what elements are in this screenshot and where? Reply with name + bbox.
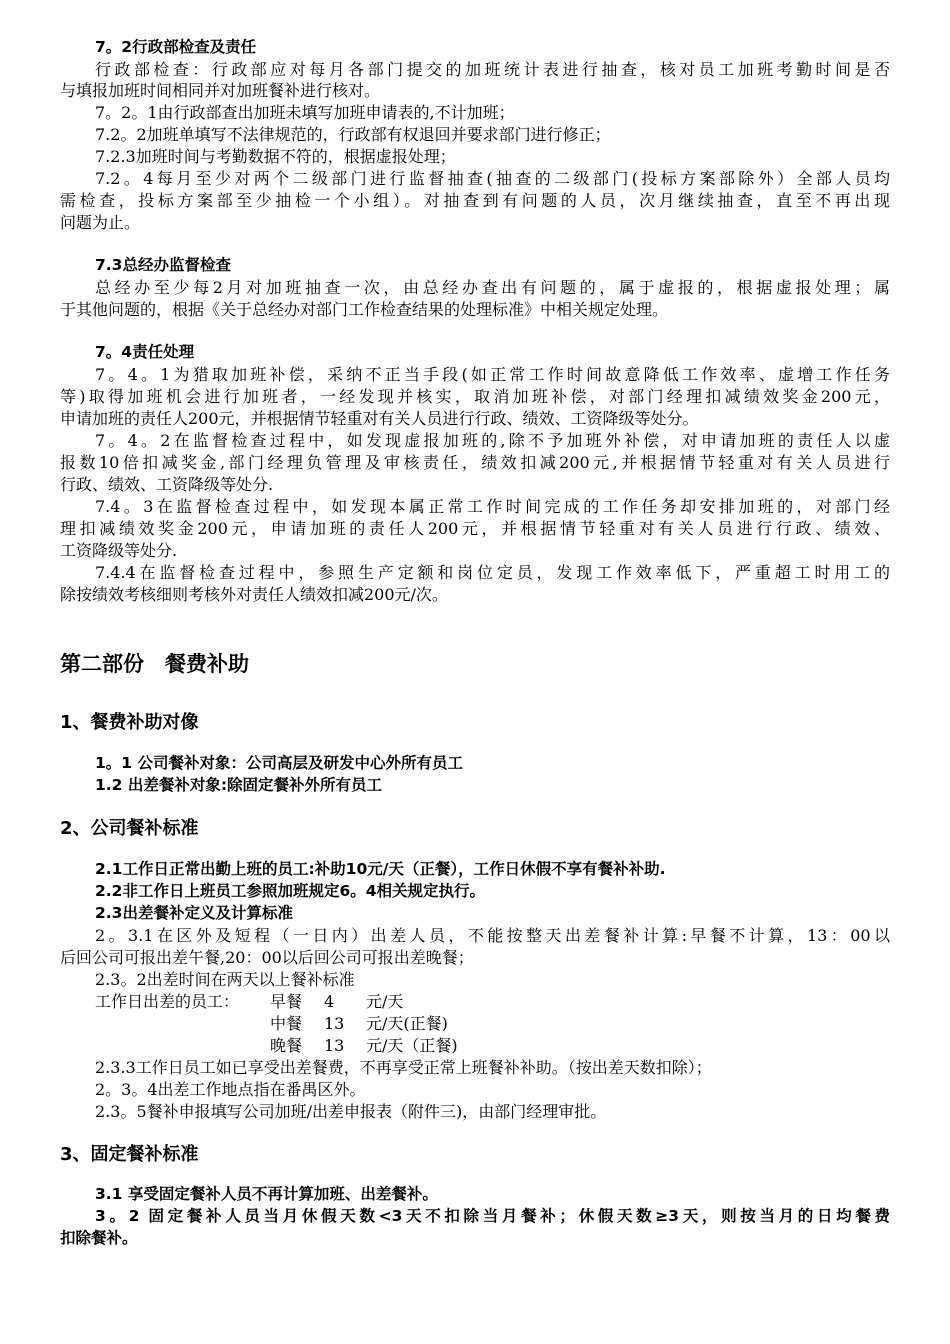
list-item: 2.3.3工作日员工如已享受出差餐费，不再享受正常上班餐补补助。（按出差天数扣除）； xyxy=(95,1058,712,1077)
list-item: 2.1工作日正常出勤上班的员工:补助10元/天（正餐），工作日休假不享有餐补补助. xyxy=(95,860,666,878)
list-item: 2.3。5餐补申报填写公司加班/出差申报表（附件三)，由部门经理审批。 xyxy=(95,1102,607,1121)
list-item: 7.2。2加班单填写不法律规范的，行政部有权退回并要求部门进行修正； xyxy=(95,125,611,144)
heading-fixed-meal-standard: 3、固定餐补标准 xyxy=(60,1144,199,1165)
meal-amount: 4 xyxy=(324,992,335,1011)
list-item: 7.4。3在监督检查过程中，如发现本属正常工作时间完成的工作任务却安排加班的，对部门经 xyxy=(95,497,890,516)
part-2-title: 第二部份 餐费补助 xyxy=(60,652,249,676)
list-item: 7.4.4在监督检查过程中，参照生产定额和岗位定员，发现工作效率低下，严重超工时用工的 xyxy=(95,563,890,582)
list-item: 行政、绩效、工资降级等处分. xyxy=(60,475,274,494)
list-item: 等)取得加班机会进行加班者，一经发现并核实，取消加班补偿，对部门经理扣减绩效奖金200元， xyxy=(60,387,890,406)
heading-company-meal-standard: 2、公司餐补标准 xyxy=(60,818,199,839)
paragraph: 与填报加班时间相同并对加班餐补进行核对。 xyxy=(60,81,381,100)
meal-amount: 13 xyxy=(324,1014,345,1033)
list-item: 后回公司可报出差午餐,20：00以后回公司可报出差晚餐； xyxy=(60,948,474,967)
list-item: 2。3.1在区外及短程（一日内）出差人员，不能按整天出差餐补计算:早餐不计算，13：00以 xyxy=(95,926,890,945)
list-item: 工资降级等处分. xyxy=(60,541,178,560)
meal-name: 晚餐 xyxy=(270,1036,303,1055)
list-item: 扣除餐补。 xyxy=(60,1229,138,1247)
list-item: 7。4。2在监督检查过程中，如发现虚报加班的,除不予加班外补偿，对申请加班的责任人以虚 xyxy=(95,431,890,450)
list-item: 7.2。4每月至少对两个二级部门进行监督抽查(抽查的二级部门(投标方案部除外）全部人员均 xyxy=(95,169,890,188)
list-item: 1.2 出差餐补对象:除固定餐补外所有员工 xyxy=(95,776,383,794)
list-item: 3。2 固定餐补人员当月休假天数<3天不扣除当月餐补；休假天数≥3天，则按当月的日均餐费 xyxy=(95,1207,890,1225)
list-item: 7.2.3加班时间与考勤数据不符的，根据虚报处理； xyxy=(95,147,456,166)
meal-name: 早餐 xyxy=(270,992,303,1011)
section-7-3-title: 7.3总经办监督检查 xyxy=(95,256,231,274)
paragraph: 行政部检查：行政部应对每月各部门提交的加班统计表进行抽查，核对员工加班考勤时间是否 xyxy=(95,60,890,79)
list-item: 2.3出差餐补定义及计算标准 xyxy=(95,904,293,922)
list-item: 除按绩效考核细则考核外对责任人绩效扣减200元/次。 xyxy=(60,585,448,604)
paragraph: 于其他问题的，根据《关于总经办对部门工作检查结果的处理标准》中相关规定处理。 xyxy=(60,300,669,319)
list-item: 2.2非工作日上班员工参照加班规定6。4相关规定执行。 xyxy=(95,882,486,900)
meal-rate-label: 工作日出差的员工： xyxy=(95,992,240,1011)
list-item: 1。1 公司餐补对象：公司高层及研发中心外所有员工 xyxy=(95,754,463,772)
list-item: 2.3。2出差时间在两天以上餐补标准 xyxy=(95,970,355,989)
paragraph: 总经办至少每2月对加班抽查一次，由总经办查出有问题的，属于虚报的，根据虚报处理；属 xyxy=(95,278,890,297)
list-item: 报数10倍扣减奖金,部门经理负管理及审核责任，绩效扣减200元,并根据情节轻重对有关人员进行 xyxy=(60,453,890,472)
list-item: 2。3。4出差工作地点指在番禺区外。 xyxy=(95,1080,366,1099)
meal-unit: 元/天(正餐) xyxy=(366,1014,448,1033)
meal-name: 中餐 xyxy=(270,1014,303,1033)
meal-amount: 13 xyxy=(324,1036,345,1055)
meal-unit: 元/天 xyxy=(366,992,404,1011)
section-7-4-title: 7。4责任处理 xyxy=(95,343,195,361)
list-item: 7。2。1由行政部查出加班未填写加班申请表的,不计加班； xyxy=(95,103,515,122)
list-item: 需检查，投标方案部至少抽检一个小组）。对抽查到有问题的人员，次月继续抽查，直至不再出现 xyxy=(60,191,890,210)
meal-unit: 元/天（正餐) xyxy=(366,1036,458,1055)
list-item: 申请加班的责任人200元，并根据情节轻重对有关人员进行行政、绩效、工资降级等处分。 xyxy=(60,409,699,428)
list-item: 3.1 享受固定餐补人员不再计算加班、出差餐补。 xyxy=(95,1185,438,1203)
list-item: 问题为止。 xyxy=(60,213,141,232)
heading-meal-subsidy-targets: 1、餐费补助对像 xyxy=(60,712,199,733)
section-7-2-title: 7。2行政部检查及责任 xyxy=(95,38,257,56)
list-item: 理扣减绩效奖金200元，申请加班的责任人200元，并根据情节轻重对有关人员进行行政、绩效、 xyxy=(60,519,890,538)
list-item: 7。4。1为猎取加班补偿，采纳不正当手段(如正常工作时间故意降低工作效率、虚增工作任务 xyxy=(95,365,890,384)
